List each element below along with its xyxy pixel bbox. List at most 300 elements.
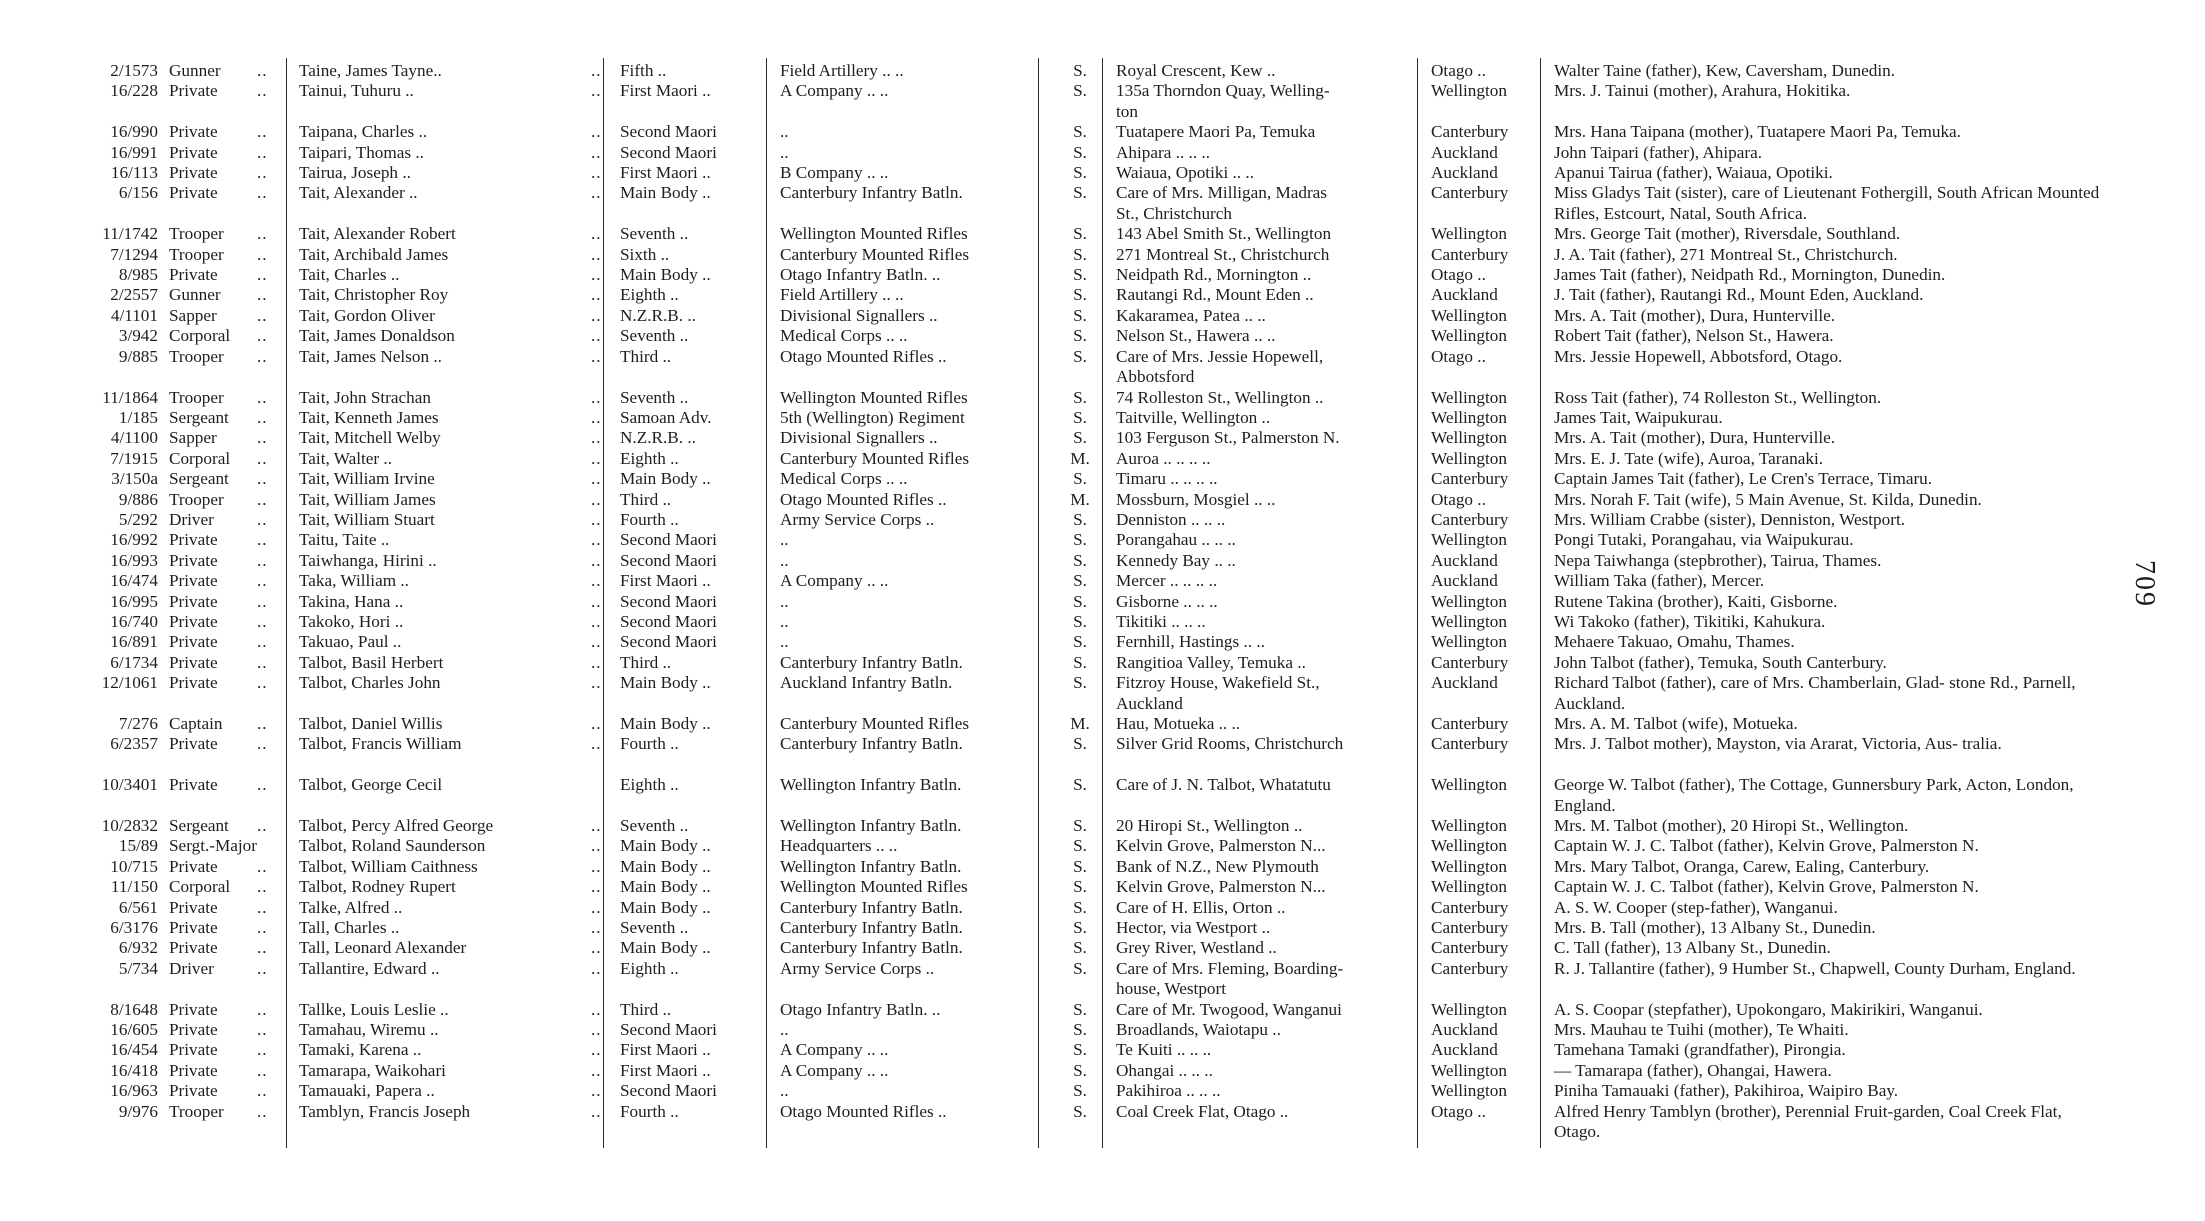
leader-dots: .. xyxy=(257,734,268,754)
rank: Private xyxy=(169,265,218,285)
regimental-number: 10/2832 xyxy=(101,816,158,836)
marital-status: S. xyxy=(1073,550,1087,570)
roll-entry xyxy=(70,490,2105,510)
leader-dots: .. xyxy=(591,346,602,366)
regimental-number: 10/715 xyxy=(110,856,158,876)
last-address: Porangahau .. .. .. xyxy=(1116,530,1236,550)
district: Auckland xyxy=(1431,1040,1498,1060)
draft-body: Second Maori xyxy=(620,611,717,631)
marital-status: S. xyxy=(1073,163,1087,183)
regimental-number: 8/1648 xyxy=(110,999,158,1019)
regimental-number: 5/734 xyxy=(118,958,158,978)
unit: Divisional Signallers .. xyxy=(780,428,938,448)
unit: Auckland Infantry Batln. xyxy=(780,673,953,693)
regimental-number: 7/276 xyxy=(118,714,158,733)
next-of-kin: Mrs. Mauhau te Tuihi (mother), Te Whaiti. xyxy=(1554,1020,1849,1040)
leader-dots: .. xyxy=(591,673,602,693)
last-address: Denniston .. .. .. xyxy=(1116,509,1226,529)
next-of-kin: Captain W. J. C. Talbot (father), Kelvin Grove, Palmerston N. xyxy=(1554,836,1979,856)
marital-status: S. xyxy=(1073,326,1087,346)
roll-entry xyxy=(70,673,2105,714)
district: Canterbury xyxy=(1431,918,1509,938)
leader-dots: .. xyxy=(591,530,602,550)
draft-body: Fifth .. xyxy=(620,61,667,80)
leader-dots: .. xyxy=(257,509,268,529)
leader-dots: .. xyxy=(591,224,602,244)
district: Canterbury xyxy=(1431,652,1509,672)
next-of-kin: R. J. Tallantire (father), 9 Humber St., Chapwell, County Durham, England. xyxy=(1554,958,2076,978)
last-address: Timaru .. .. .. .. xyxy=(1116,469,1218,489)
soldier-name: Talbot, William Caithness xyxy=(299,856,478,876)
unit: Field Artillery .. .. xyxy=(780,285,904,305)
unit: Wellington Infantry Batln. xyxy=(780,856,962,876)
leader-dots: .. xyxy=(257,938,268,958)
last-address: Rangitioa Valley, Temuka .. xyxy=(1116,652,1306,672)
unit: Army Service Corps .. xyxy=(780,958,935,978)
unit: .. xyxy=(780,142,789,162)
rank: Private xyxy=(169,673,218,693)
last-address: Bank of N.Z., New Plymouth xyxy=(1116,856,1319,876)
soldier-name: Takoko, Hori .. xyxy=(299,611,404,631)
soldier-name: Tait, William James xyxy=(299,489,436,509)
marital-status: M. xyxy=(1070,448,1090,468)
leader-dots: .. xyxy=(257,918,268,938)
marital-status: S. xyxy=(1073,285,1087,305)
regimental-number: 6/3176 xyxy=(110,918,158,938)
marital-status: S. xyxy=(1073,632,1087,652)
leader-dots: .. xyxy=(257,550,268,570)
next-of-kin: Miss Gladys Tait (sister), care of Lieutenant Fothergill, South African Mounted Rifles, Estcourt, Natal, South Africa. xyxy=(1554,183,2100,223)
marital-status: S. xyxy=(1073,591,1087,611)
unit: Canterbury Infantry Batln. xyxy=(780,918,963,938)
unit: .. xyxy=(780,122,789,142)
last-address: Care of Mrs. Milligan, Madras St., Christchurch xyxy=(1116,183,1327,223)
marital-status: S. xyxy=(1073,958,1087,978)
marital-status: S. xyxy=(1073,122,1087,142)
leader-dots: .. xyxy=(257,489,268,509)
rank: Private xyxy=(169,897,218,917)
draft-body: Seventh .. xyxy=(620,326,689,346)
leader-dots: .. xyxy=(591,509,602,529)
leader-dots: .. xyxy=(257,591,268,611)
last-address: Pakihiroa .. .. .. xyxy=(1116,1081,1221,1101)
soldier-name: Taipari, Thomas .. xyxy=(299,142,424,162)
last-address: Waiaua, Opotiki .. .. xyxy=(1116,163,1254,183)
unit: Canterbury Infantry Batln. xyxy=(780,652,963,672)
roll-entry xyxy=(70,653,2105,673)
district: Canterbury xyxy=(1431,244,1509,264)
leader-dots: .. xyxy=(591,1101,602,1121)
leader-dots: .. xyxy=(257,958,268,978)
roll-entry xyxy=(70,857,2105,877)
regimental-number: 16/454 xyxy=(110,1040,158,1060)
draft-body: Fourth .. xyxy=(620,1101,679,1121)
leader-dots: .. xyxy=(257,326,268,346)
soldier-name: Tait, William Stuart xyxy=(299,509,435,529)
leader-dots: .. xyxy=(257,816,268,836)
last-address: Kelvin Grove, Palmerston N... xyxy=(1116,836,1326,856)
unit: Canterbury Mounted Rifles xyxy=(780,714,970,733)
last-address: 271 Montreal St., Christchurch xyxy=(1116,244,1330,264)
district: Wellington xyxy=(1431,836,1507,856)
next-of-kin: James Tait (father), Neidpath Rd., Mornington, Dunedin. xyxy=(1554,265,1946,285)
leader-dots: .. xyxy=(591,163,602,183)
regimental-number: 16/995 xyxy=(110,591,158,611)
district: Wellington xyxy=(1431,999,1507,1019)
regimental-number: 6/156 xyxy=(118,183,158,203)
marital-status: M. xyxy=(1070,489,1090,509)
next-of-kin: John Taipari (father), Ahipara. xyxy=(1554,142,1762,162)
next-of-kin: A. S. Coopar (stepfather), Upokongaro, Makirikiri, Wanganui. xyxy=(1554,999,1983,1019)
regimental-number: 9/976 xyxy=(118,1101,158,1121)
leader-dots: .. xyxy=(257,1101,268,1121)
regimental-number: 6/1734 xyxy=(110,652,158,672)
last-address: Broadlands, Waiotapu .. xyxy=(1116,1020,1281,1040)
leader-dots: .. xyxy=(257,877,268,897)
regimental-number: 6/561 xyxy=(118,897,158,917)
district: Auckland xyxy=(1431,285,1498,305)
next-of-kin: Wi Takoko (father), Tikitiki, Kahukura. xyxy=(1554,611,1826,631)
unit: Wellington Mounted Rifles xyxy=(780,224,968,244)
roll-body xyxy=(70,61,2105,1143)
rank: Private xyxy=(169,632,218,652)
draft-body: Second Maori xyxy=(620,591,717,611)
leader-dots: .. xyxy=(591,611,602,631)
soldier-name: Tait, Kenneth James xyxy=(299,407,439,427)
draft-body: Fourth .. xyxy=(620,734,679,754)
soldier-name: Tait, Mitchell Welby xyxy=(299,428,441,448)
draft-body: Second Maori xyxy=(620,122,717,142)
leader-dots: .. xyxy=(257,61,268,80)
marital-status: S. xyxy=(1073,387,1087,407)
roll-entry xyxy=(70,428,2105,448)
unit: .. xyxy=(780,530,789,550)
marital-status: S. xyxy=(1073,816,1087,836)
marital-status: S. xyxy=(1073,407,1087,427)
rank: Sergeant xyxy=(169,407,229,427)
leader-dots xyxy=(591,775,616,816)
last-address: Auroa .. .. .. .. xyxy=(1116,448,1211,468)
rank: Trooper xyxy=(169,224,224,244)
marital-status: S. xyxy=(1073,1081,1087,1101)
soldier-name: Takina, Hana .. xyxy=(299,591,404,611)
marital-status: S. xyxy=(1073,918,1087,938)
last-address: Tikitiki .. .. .. xyxy=(1116,611,1206,631)
last-address: 74 Rolleston St., Wellington .. xyxy=(1116,387,1324,407)
last-address: Care of J. N. Talbot, Whatatutu xyxy=(1116,775,1331,795)
district: Wellington xyxy=(1431,407,1507,427)
page-number: 709 xyxy=(2129,560,2160,608)
last-address: Tuatapere Maori Pa, Temuka xyxy=(1116,122,1316,142)
unit: Wellington Infantry Batln. xyxy=(780,816,962,836)
district: Wellington xyxy=(1431,428,1507,448)
leader-dots: .. xyxy=(257,571,268,591)
district: Otago .. xyxy=(1431,489,1486,509)
marital-status: S. xyxy=(1073,1101,1087,1121)
regimental-number: 8/985 xyxy=(118,265,158,285)
draft-body: Seventh .. xyxy=(620,816,689,836)
next-of-kin: C. Tall (father), 13 Albany St., Dunedin. xyxy=(1554,938,1831,958)
draft-body: Second Maori xyxy=(620,142,717,162)
unit: Wellington Infantry Batln. xyxy=(780,775,962,795)
last-address: Te Kuiti .. .. .. xyxy=(1116,1040,1212,1060)
draft-body: Seventh .. xyxy=(620,224,689,244)
leader-dots: .. xyxy=(591,897,602,917)
leader-dots: .. xyxy=(257,1040,268,1060)
last-address: Mercer .. .. .. .. xyxy=(1116,571,1218,591)
unit: Army Service Corps .. xyxy=(780,509,935,529)
last-address: 143 Abel Smith St., Wellington xyxy=(1116,224,1332,244)
soldier-name: Tait, Alexander Robert xyxy=(299,224,456,244)
next-of-kin: Robert Tait (father), Nelson St., Hawera. xyxy=(1554,326,1834,346)
marital-status: S. xyxy=(1073,1040,1087,1060)
draft-body: Main Body .. xyxy=(620,836,711,856)
district: Canterbury xyxy=(1431,734,1509,754)
unit: Canterbury Infantry Batln. xyxy=(780,734,963,754)
roll-entry xyxy=(70,408,2105,428)
unit: Canterbury Infantry Batln. xyxy=(780,938,963,958)
district: Wellington xyxy=(1431,81,1507,101)
marital-status: S. xyxy=(1073,265,1087,285)
roll-entry xyxy=(70,571,2105,591)
draft-body: Third .. xyxy=(620,346,672,366)
rank: Private xyxy=(169,122,218,142)
soldier-name: Tamauaki, Papera .. xyxy=(299,1081,435,1101)
leader-dots: .. xyxy=(257,122,268,142)
soldier-name: Tait, Charles .. xyxy=(299,265,400,285)
regimental-number: 10/3401 xyxy=(101,775,158,795)
leader-dots: .. xyxy=(591,918,602,938)
district: Wellington xyxy=(1431,775,1507,795)
unit: Otago Mounted Rifles .. xyxy=(780,1101,947,1121)
regimental-number: 2/1573 xyxy=(110,61,158,80)
leader-dots: .. xyxy=(257,305,268,325)
unit: Field Artillery .. .. xyxy=(780,61,904,80)
marital-status: S. xyxy=(1073,775,1087,795)
regimental-number: 3/150a xyxy=(111,469,158,489)
regimental-number: 11/1742 xyxy=(102,224,158,244)
regimental-number: 7/1294 xyxy=(110,244,158,264)
leader-dots: .. xyxy=(257,673,268,693)
rank: Private xyxy=(169,142,218,162)
regimental-number: 16/474 xyxy=(110,571,158,591)
leader-dots: .. xyxy=(257,632,268,652)
soldier-name: Tait, Christopher Roy xyxy=(299,285,449,305)
leader-dots: .. xyxy=(591,244,602,264)
leader-dots: .. xyxy=(257,1081,268,1101)
next-of-kin: Richard Talbot (father), care of Mrs. Chamberlain, Glad- stone Rd., Parnell, Auckland. xyxy=(1554,673,2076,713)
last-address: Nelson St., Hawera .. .. xyxy=(1116,326,1276,346)
draft-body: Main Body .. xyxy=(620,897,711,917)
roll-entry xyxy=(70,388,2105,408)
soldier-name: Tait, Gordon Oliver xyxy=(299,305,435,325)
district: Auckland xyxy=(1431,571,1498,591)
soldier-name: Takuao, Paul .. xyxy=(299,632,402,652)
regimental-number: 9/886 xyxy=(118,489,158,509)
leader-dots: .. xyxy=(257,714,268,733)
next-of-kin: J. Tait (father), Rautangi Rd., Mount Eden, Auckland. xyxy=(1554,285,1924,305)
soldier-name: Taipana, Charles .. xyxy=(299,122,428,142)
soldier-name: Tait, Archibald James xyxy=(299,244,449,264)
rank: Trooper xyxy=(169,244,224,264)
next-of-kin: J. A. Tait (father), 271 Montreal St., Christchurch. xyxy=(1554,244,1898,264)
district: Canterbury xyxy=(1431,509,1509,529)
rank: Private xyxy=(169,81,218,101)
leader-dots: .. xyxy=(591,856,602,876)
nominal-roll-table xyxy=(70,61,2105,1143)
leader-dots: .. xyxy=(591,1020,602,1040)
leader-dots: .. xyxy=(591,734,602,754)
leader-dots: .. xyxy=(591,407,602,427)
leader-dots: .. xyxy=(591,305,602,325)
next-of-kin: Piniha Tamauaki (father), Pakihiroa, Waipiro Bay. xyxy=(1554,1081,1899,1101)
draft-body: First Maori .. xyxy=(620,1040,711,1060)
roll-entry xyxy=(70,612,2105,632)
soldier-name: Tamaki, Karena .. xyxy=(299,1040,422,1060)
regimental-number: 2/2557 xyxy=(110,285,158,305)
draft-body: Seventh .. xyxy=(620,387,689,407)
district: Canterbury xyxy=(1431,938,1509,958)
leader-dots: .. xyxy=(591,122,602,142)
marital-status: S. xyxy=(1073,1060,1087,1080)
draft-body: Second Maori xyxy=(620,530,717,550)
regimental-number: 16/992 xyxy=(110,530,158,550)
leader-dots: .. xyxy=(257,285,268,305)
draft-body: Main Body .. xyxy=(620,469,711,489)
unit: Otago Infantry Batln. .. xyxy=(780,265,941,285)
next-of-kin: Mrs. J. Talbot mother), Mayston, via Ararat, Victoria, Aus- tralia. xyxy=(1554,734,2002,754)
rank: Private xyxy=(169,591,218,611)
regimental-number: 16/418 xyxy=(110,1060,158,1080)
unit: 5th (Wellington) Regiment xyxy=(780,407,965,427)
marital-status: S. xyxy=(1073,81,1087,101)
leader-dots: .. xyxy=(257,652,268,672)
leader-dots: .. xyxy=(591,877,602,897)
next-of-kin: Mrs. J. Tainui (mother), Arahura, Hokitika. xyxy=(1554,81,1851,101)
next-of-kin: Mrs. George Tait (mother), Riversdale, Southland. xyxy=(1554,224,1901,244)
rank: Private xyxy=(169,856,218,876)
regimental-number: 6/2357 xyxy=(110,734,158,754)
roll-entry xyxy=(70,1102,2105,1143)
leader-dots: .. xyxy=(257,999,268,1019)
district: Auckland xyxy=(1431,550,1498,570)
unit: Canterbury Mounted Rifles xyxy=(780,448,970,468)
soldier-name: Tairua, Joseph .. xyxy=(299,163,411,183)
draft-body: Third .. xyxy=(620,652,672,672)
regimental-number: 16/991 xyxy=(110,142,158,162)
next-of-kin: Mrs. Hana Taipana (mother), Tuatapere Maori Pa, Temuka. xyxy=(1554,122,1961,142)
soldier-name: Talbot, Charles John xyxy=(299,673,441,693)
rank: Private xyxy=(169,611,218,631)
soldier-name: Talbot, Roland Saunderson xyxy=(299,836,486,856)
soldier-name: Talbot, Basil Herbert xyxy=(299,652,444,672)
leader-dots: .. xyxy=(591,958,602,978)
district: Wellington xyxy=(1431,1081,1507,1101)
roll-entry xyxy=(70,734,2105,775)
unit: Divisional Signallers .. xyxy=(780,305,938,325)
rank: Sergeant xyxy=(169,816,229,836)
draft-body: Main Body .. xyxy=(620,938,711,958)
regimental-number: 7/1915 xyxy=(110,448,158,468)
roll-entry xyxy=(70,1020,2105,1040)
unit: .. xyxy=(780,550,789,570)
roll-entry xyxy=(70,183,2105,224)
regimental-number: 16/891 xyxy=(110,632,158,652)
leader-dots: .. xyxy=(257,897,268,917)
regimental-number: 1/185 xyxy=(118,407,158,427)
unit: Medical Corps .. .. xyxy=(780,469,908,489)
rank: Sapper xyxy=(169,305,217,325)
district: Otago .. xyxy=(1431,346,1486,366)
leader-dots: .. xyxy=(257,448,268,468)
unit: Otago Mounted Rifles .. xyxy=(780,489,947,509)
roll-entry xyxy=(70,592,2105,612)
roll-entry xyxy=(70,224,2105,244)
last-address: Care of Mrs. Fleming, Boarding- house, Westport xyxy=(1116,958,1344,999)
rank: Corporal xyxy=(169,448,231,468)
unit: .. xyxy=(780,1020,789,1040)
rank: Private xyxy=(169,1081,218,1101)
last-address: 103 Ferguson St., Palmerston N. xyxy=(1116,428,1340,448)
next-of-kin: — Tamarapa (father), Ohangai, Hawera. xyxy=(1554,1060,1832,1080)
roll-entry xyxy=(70,61,2105,81)
district: Otago .. xyxy=(1431,1101,1486,1121)
marital-status: S. xyxy=(1073,428,1087,448)
rank: Trooper xyxy=(169,346,224,366)
roll-entry xyxy=(70,551,2105,571)
district: Wellington xyxy=(1431,448,1507,468)
next-of-kin: George W. Talbot (father), The Cottage, Gunnersbury Park, Acton, London, England. xyxy=(1554,775,2074,815)
soldier-name: Tamblyn, Francis Joseph xyxy=(299,1101,471,1121)
rank: Private xyxy=(169,550,218,570)
marital-status: S. xyxy=(1073,61,1087,80)
district: Canterbury xyxy=(1431,183,1509,203)
district: Canterbury xyxy=(1431,469,1509,489)
soldier-name: Taine, James Tayne.. xyxy=(299,61,442,80)
roll-entry xyxy=(70,836,2105,856)
draft-body: Second Maori xyxy=(620,632,717,652)
last-address: Kennedy Bay .. .. xyxy=(1116,550,1236,570)
district: Wellington xyxy=(1431,816,1507,836)
leader-dots: .. xyxy=(257,224,268,244)
last-address: Ohangai .. .. .. xyxy=(1116,1060,1213,1080)
last-address: Taitville, Wellington .. xyxy=(1116,407,1271,427)
last-address: Gisborne .. .. .. xyxy=(1116,591,1218,611)
district: Auckland xyxy=(1431,142,1498,162)
marital-status: M. xyxy=(1070,714,1090,733)
roll-entry xyxy=(70,306,2105,326)
next-of-kin: Rutene Takina (brother), Kaiti, Gisborne. xyxy=(1554,591,1838,611)
regimental-number: 11/150 xyxy=(110,877,158,897)
leader-dots: .. xyxy=(257,407,268,427)
leader-dots: .. xyxy=(591,81,602,101)
soldier-name: Tamahau, Wiremu .. xyxy=(299,1020,439,1040)
next-of-kin: Mrs. M. Talbot (mother), 20 Hiropi St., Wellington. xyxy=(1554,816,1909,836)
leader-dots: .. xyxy=(257,244,268,264)
leader-dots: .. xyxy=(257,1060,268,1080)
unit: Canterbury Mounted Rifles xyxy=(780,244,970,264)
rank: Gunner xyxy=(169,285,221,305)
unit: .. xyxy=(780,1081,789,1101)
roll-entry xyxy=(70,163,2105,183)
next-of-kin: Mrs. Norah F. Tait (wife), 5 Main Avenue, St. Kilda, Dunedin. xyxy=(1554,489,1982,509)
next-of-kin: Mrs. E. J. Tate (wife), Auroa, Taranaki. xyxy=(1554,448,1824,468)
leader-dots: .. xyxy=(591,326,602,346)
leader-dots: .. xyxy=(257,387,268,407)
last-address: Neidpath Rd., Mornington .. xyxy=(1116,265,1312,285)
marital-status: S. xyxy=(1073,734,1087,754)
draft-body: N.Z.R.B. .. xyxy=(620,428,696,448)
